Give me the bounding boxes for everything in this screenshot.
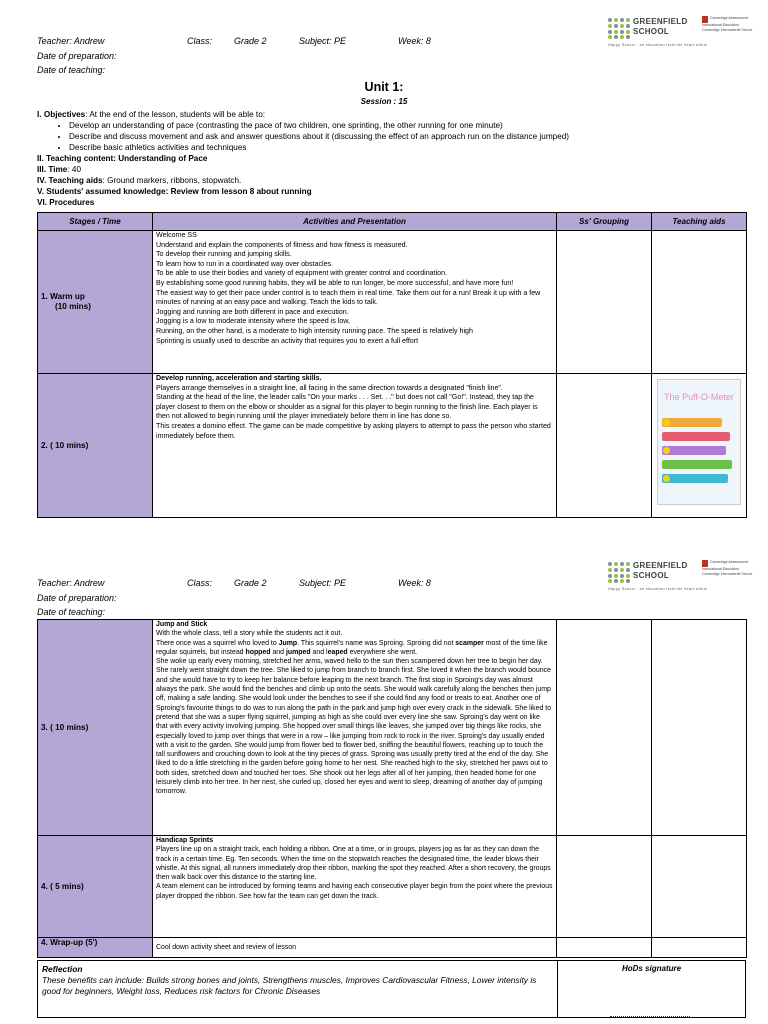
header-teaching-aids: Teaching aids xyxy=(652,213,747,231)
aids-stage-2 xyxy=(652,374,747,518)
time-label: III. Time xyxy=(37,165,68,174)
meter-bar xyxy=(662,474,728,483)
stage-2: 2. ( 10 mins) xyxy=(38,374,153,518)
logo-dot xyxy=(608,18,612,22)
logo-dot xyxy=(620,35,624,39)
table-row-stage-2 xyxy=(38,374,747,518)
header-grouping: Ss' Grouping xyxy=(557,213,652,231)
reflection-label: Reflection xyxy=(42,964,83,974)
logo-dot xyxy=(608,562,612,566)
week-label: Week: 8 xyxy=(398,578,431,588)
smiley-icon xyxy=(663,475,670,482)
logo-tagline: Happy School - an education from the heart within xyxy=(608,43,708,47)
session-label: Session : 15 xyxy=(360,97,408,106)
aids-warmup xyxy=(652,231,747,374)
unit-title: Unit 1: xyxy=(364,80,404,94)
logo-dot xyxy=(614,24,618,28)
assumed-knowledge: V. Students' assumed knowledge: Review from lesson 8 about running xyxy=(37,187,312,196)
logo-dot xyxy=(620,30,624,34)
logo-dot xyxy=(620,574,624,578)
table-row-stage-4 xyxy=(38,836,747,938)
stage-3: 3. ( 10 mins) xyxy=(38,620,153,836)
stage-wrapup: 4. Wrap-up (5') xyxy=(38,938,153,958)
meter-bar xyxy=(662,432,730,441)
logo-dot xyxy=(608,24,612,28)
grade-label: Grade 2 xyxy=(234,36,267,46)
teacher-label: Teacher: Andrew xyxy=(37,36,105,46)
logo-dot xyxy=(626,579,630,583)
stage-4: 4. ( 5 mins) xyxy=(38,836,153,938)
table-row-warmup xyxy=(38,231,747,374)
procedures-table-1 xyxy=(37,212,747,518)
week-label: Week: 8 xyxy=(398,36,431,46)
teaching-aids-value: : Ground markers, ribbons, stopwatch. xyxy=(102,176,242,185)
reflection-cell xyxy=(38,961,558,1017)
logo-dot-grid xyxy=(608,18,630,40)
header-activities: Activities and Presentation xyxy=(153,213,557,231)
logo-dot xyxy=(620,24,624,28)
header-stages-time: Stages / Time xyxy=(38,213,153,231)
logo-dot xyxy=(620,18,624,22)
teaching-content: II. Teaching content: Understanding of Pace xyxy=(37,154,208,163)
meter-bar xyxy=(662,418,722,427)
objectives-intro: : At the end of the lesson, students will be able to: xyxy=(85,110,266,119)
logo-dot xyxy=(626,35,630,39)
logo-dot xyxy=(608,35,612,39)
logo-dot xyxy=(608,568,612,572)
logo-dot xyxy=(614,579,618,583)
logo-dot xyxy=(626,568,630,572)
hods-signature-label: HoDs signature xyxy=(621,964,682,973)
objectives-list xyxy=(37,120,569,153)
hods-signature-cell xyxy=(558,961,745,1020)
teacher-label: Teacher: Andrew xyxy=(37,578,105,588)
logo-dot xyxy=(614,30,618,34)
lesson-plan-page-2 xyxy=(0,548,768,1024)
logo-dot xyxy=(626,30,630,34)
smiley-icon xyxy=(663,419,670,426)
grouping-wrapup xyxy=(557,938,652,958)
puff-o-meter-title: The Puff-O-Meter xyxy=(664,392,734,402)
grade-label: Grade 2 xyxy=(234,578,267,588)
activity-wrapup: Cool down activity sheet and review of lesson xyxy=(153,938,557,958)
activity-stage-4: Handicap Sprints Players line up on a straight track, each holding a ribbon. One at a time, or in groups, players jog as far as they can down the track in a certain time. Eg. Ten seconds. When the time on the stopwatch reaches the designated time, the leader blows their whistle. At this signal, all runners immediately drop their ribbon, marking the spot they reached. After a short recovery, the groups then walk back over this distance to the starting line. A team element can be introduced by forming teams and having each consecutive player begin from the point where the previous player dropped the ribbon. See how far the team can get down the track. xyxy=(153,836,557,938)
table-row-stage-3 xyxy=(38,620,747,836)
objectives-label: I. Objectives xyxy=(37,110,86,119)
date-of-preparation: Date of preparation: xyxy=(37,50,117,61)
logo-dot xyxy=(626,562,630,566)
school-logo xyxy=(608,560,760,592)
grouping-warmup xyxy=(557,231,652,374)
class-label: Class: xyxy=(187,578,213,588)
reflection-text: These benefits can include: Builds strong bones and joints, Strengthens muscles, Improves Cardiovascular Fitness, Lower intensity is good for beginners, Weight loss, Reduces risk factors for Chronic Diseases xyxy=(42,975,537,996)
logo-dot xyxy=(608,574,612,578)
logo-dot xyxy=(626,574,630,578)
cambridge-badge: Cambridge Assessment International Education Cambridge International School xyxy=(702,560,753,576)
logo-dot xyxy=(620,579,624,583)
meter-bar xyxy=(662,460,732,469)
grouping-stage-4 xyxy=(557,836,652,938)
table-row-wrapup xyxy=(38,938,747,958)
logo-dot xyxy=(608,579,612,583)
cambridge-shield-icon xyxy=(702,16,708,23)
aids-wrapup xyxy=(652,938,747,958)
procedures-label: VI. Procedures xyxy=(37,198,95,207)
grouping-stage-2 xyxy=(557,374,652,518)
reflection-box xyxy=(37,960,746,1018)
logo-dot-grid xyxy=(608,562,630,584)
grouping-stage-3 xyxy=(557,620,652,836)
aids-stage-4 xyxy=(652,836,747,938)
logo-tagline: Happy School - an education from the heart within xyxy=(608,587,708,591)
class-label: Class: xyxy=(187,36,213,46)
objectives-section xyxy=(37,109,569,208)
stage-warmup: 1. Warm up (10 mins) xyxy=(38,231,153,374)
date-of-teaching: Date of teaching: xyxy=(37,607,106,617)
smiley-icon xyxy=(663,447,670,454)
logo-dot xyxy=(614,18,618,22)
logo-dot xyxy=(614,562,618,566)
activity-stage-3: Jump and Stick With the whole class, tell a story while the students act it out. There once was a squirrel who loved to Jump. This squirrel's name was Sproing. Sproing did not scamper most of the time like regular squirrels, but instead hopped and jumped and leaped everywhere she went. She woke up early every morning, stretched her arms, waved hello to the sun then scampered down her tree to begin her day. She rarely went straight down the tree. She liked to jump from branch to branch first. She loved it when the branch would bounce and she would have to try to keep her balance before leaping to the next branch. The first stop in Sproing's day was almost always the park. She would find the benches and climb up onto the seats. She would walk carefully along the benches then jump off, making a safe landing. She would look under the benches to see if she could find any food or treats to eat. Another one of Sproing's favourite things to do was to run along the path in the park and jump high over every crack in the sidewalk. She liked to pretend that she was a super flying squirrel, jumping as high as she could over every line she saw. Sproing's day went on like that with every activity involving jumping. She hopped over small things like leaves, she jumped over big things like rocks, she especially loved to jump over things that were in a row – like jumping from rock to rock in the river. Sproing's day usually ended with a visit to the garden. She would jump from flower bed to flower bed, sniffing the beautiful flowers, reaching up to touch the tall sunflowers and crouching down to look at the tiny pieces of grass. Sproing was usually pretty tired at the end of the day. She liked to do a little stretching in the garden before going home to her nest. She reached high to the sky, stretched her paws out to both sides, stretched down and touched her toes. She shook out her legs after all of her jumping, then headed home for one leisurely climb into her tree. In her nest, she curled up, closed her eyes and went to sleep, dreaming of another day of jumping tomorrow. xyxy=(153,620,557,836)
time-value: : 40 xyxy=(67,165,82,174)
logo-dot xyxy=(614,568,618,572)
logo-dot xyxy=(608,30,612,34)
logo-school-name: GREENFIELD SCHOOL xyxy=(633,17,688,36)
logo-dot xyxy=(620,568,624,572)
objective-item: • Describe and discuss movement and ask and answer questions about it (discussing the effect of an approach run on the distance jumped) xyxy=(69,131,569,142)
cambridge-shield-icon xyxy=(702,560,708,567)
table-header-row xyxy=(38,213,747,231)
school-logo xyxy=(608,16,760,48)
meter-bar xyxy=(662,446,726,455)
logo-dot xyxy=(614,35,618,39)
subject-label: Subject: PE xyxy=(299,36,347,46)
procedures-table-2 xyxy=(37,619,747,958)
puff-o-meter-image xyxy=(657,379,741,505)
date-of-preparation: Date of preparation: xyxy=(37,592,117,603)
logo-school-name: GREENFIELD SCHOOL xyxy=(633,561,688,580)
logo-dot xyxy=(620,562,624,566)
objective-item: • Develop an understanding of pace (contrasting the pace of two children, one sprinting, the other running for one minute) xyxy=(69,120,569,131)
logo-dot xyxy=(626,18,630,22)
teaching-aids-label: IV. Teaching aids xyxy=(37,176,103,185)
activity-stage-2: Develop running, acceleration and starting skills. Players arrange themselves in a straight line, all facing in the same direction towards a designated "finish line". Standing at the head of the line, the leader calls "On your marks . . . Set. . ." but does not call "Go!". Instead, they tap the player closest to them on the elbow or shoulder as a signal for this player to begin running to the finish line. Each player is then not allowed to begin running until the player immediately before them in line has done so. This creates a domino effect. The game can be made competitive by asking players to attempt to pass the person who started immediately before them. xyxy=(153,374,557,518)
cambridge-badge: Cambridge Assessment International Education Cambridge International School xyxy=(702,16,753,32)
aids-stage-3 xyxy=(652,620,747,836)
logo-dot xyxy=(626,24,630,28)
logo-dot xyxy=(614,574,618,578)
objective-item: • Describe basic athletics activities and techniques xyxy=(69,142,569,153)
signature-line xyxy=(610,1016,690,1017)
date-of-teaching: Date of teaching: xyxy=(37,65,106,75)
activity-warmup: Welcome SS Understand and explain the components of fitness and how fitness is measured. To develop their running and jumping skills. To learn how to run in a coordinated way over obstacles. To be able to use their bodies and variety of equipment with greater control and coordination. By establishing some good running habits, they will be able to run longer, be more successful, and have more fun! The easiest way to get their pace under control is to teach them in real time. Take them out for a run! Break it up with a few minutes of running at an easy pace and walking. Teach the kids to talk. Jogging and running are both different in pace and execution. Jogging is a low to moderate intensity where the speed is low, Running, on the other hand, is a moderate to high intensity running pace. The speed is relatively high Sprinting is usually used to describe an activity that requires you to exert a full effort xyxy=(153,231,557,374)
subject-label: Subject: PE xyxy=(299,578,347,588)
